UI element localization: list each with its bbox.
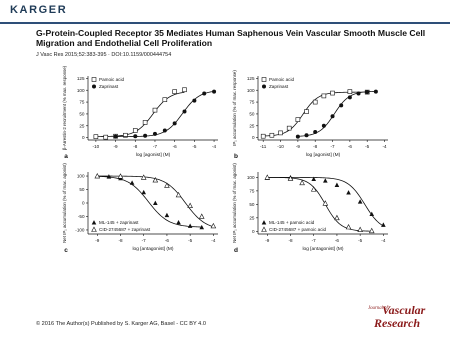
data-point [270,133,274,137]
y-axis-label: Net IP₁ accumulation (% of max. agonist) [62,163,67,243]
data-point [202,92,206,96]
x-tick-label: -8 [118,238,123,243]
data-point [141,190,146,194]
legend-marker [262,85,266,89]
legend-marker [92,78,96,82]
article-title: G-Protein-Coupled Receptor 35 Mediates Human Saphenous Vein Vascular Smooth Muscle Cell Migration and Endothelial Cell Proliferation [36,28,426,48]
x-tick-label: -6 [172,144,177,149]
data-point [348,90,352,94]
y-axis-label: Net IP₁ accumulation (% of max. agonist) [232,163,237,243]
series-curve [263,92,367,136]
x-tick-label: -8 [133,144,138,149]
data-point [358,227,363,231]
x-tick-label: -10 [92,144,100,149]
x-tick-label: -5 [358,238,363,243]
x-tick-label: -8 [313,144,318,149]
data-point [211,224,216,228]
x-tick-label: -8 [288,238,293,243]
data-point [153,201,158,205]
data-point [331,114,335,118]
y-tick-label: -50 [77,214,85,220]
x-tick-label: -5 [192,144,197,149]
legend-marker [262,227,267,231]
y-tick-label: 75 [79,99,85,105]
x-tick-label: -11 [260,144,267,149]
data-point [173,121,177,125]
data-point [313,130,317,134]
y-tick-label: 0 [81,200,85,206]
chart-panel-d [232,163,388,254]
data-point [331,91,335,95]
x-tick-label: -9 [95,238,100,243]
data-point [104,135,108,139]
y-tick-label: 25 [249,215,255,221]
series-curve [298,91,376,136]
x-tick-label: -10 [277,144,284,149]
data-point [188,224,193,228]
data-point [114,135,118,139]
data-point [346,190,351,194]
data-point [296,118,300,122]
x-tick-label: -7 [330,144,335,149]
data-point [130,180,135,184]
data-point [261,134,265,138]
legend-label: ML-145 + pamoic acid [269,220,315,225]
data-point [305,133,309,137]
y-tick-label: 100 [246,174,255,180]
data-point [176,193,181,197]
chart-panel-c [62,163,218,254]
x-tick-label: -7 [141,238,146,243]
x-tick-label: -4 [382,144,387,149]
x-tick-label: -9 [113,144,118,149]
journal-logo-line2: Research [374,316,420,330]
data-point [199,214,204,218]
data-point [133,134,137,138]
y-tick-label: 75 [249,99,255,105]
y-axis-label: IP₁ accumulation (% of max. response) [232,70,237,146]
series-curve [96,92,185,136]
legend-label: CID-2745687 + zaprinast [99,227,151,232]
data-point [143,120,147,124]
x-tick-label: -4 [381,238,386,243]
y-tick-label: 0 [251,228,255,234]
data-point [322,94,326,98]
chart-panel-b [232,70,388,160]
x-axis-label: log [agonist] (M) [135,153,171,158]
data-point [94,135,98,139]
publisher-logo[interactable]: KARGER [10,4,68,16]
data-point [143,134,147,138]
data-point [188,203,193,207]
data-point [300,180,305,184]
chart-panel-a [62,65,218,160]
legend-marker [262,220,267,224]
data-point [335,215,340,219]
data-point [165,183,170,187]
y-tick-label: 0 [81,135,85,141]
legend-label: Pamoic acid [269,77,295,82]
y-tick-label: 125 [246,75,255,81]
data-point [165,213,170,217]
data-point [183,88,187,92]
data-point [346,225,351,229]
x-tick-label: -5 [365,144,370,149]
y-tick-label: 100 [246,87,255,93]
article-citation[interactable]: J Vasc Res 2015;52:383-395 · DOI:10.1159/000444754 [36,52,172,58]
journal-logo-prefix: Journal of [368,306,388,311]
y-tick-label: -100 [75,227,85,233]
data-point [365,90,369,94]
data-point [322,124,326,128]
data-point [163,98,167,102]
x-tick-label: -4 [211,238,216,243]
y-tick-label: 25 [79,123,85,129]
data-point [323,178,328,182]
x-tick-label: -7 [152,144,158,149]
y-tick-label: 50 [249,201,255,207]
y-tick-label: 100 [76,173,85,179]
x-tick-label: -4 [212,144,217,149]
x-tick-label: -9 [265,238,270,243]
legend-marker [92,227,97,231]
legend-marker [92,220,97,224]
data-point [192,99,196,103]
panel-label: a [64,153,68,160]
journal-logo-line1: Vascular [382,303,426,317]
x-axis-label: log [antagonist] (M) [132,247,174,252]
data-point [369,228,374,232]
x-axis-label: log [agonist] (M) [305,153,341,158]
x-tick-label: -5 [188,238,193,243]
legend-marker [262,78,266,82]
data-point [279,131,283,135]
data-point [176,220,181,224]
panel-label: b [234,153,238,160]
y-tick-label: 75 [249,188,255,194]
data-point [287,126,291,130]
x-axis-label: log [antagonist] (M) [302,247,344,252]
legend-marker [92,85,96,89]
legend-label: CID-2745687 + pamoic acid [269,227,327,232]
data-point [335,183,340,187]
data-point [153,108,157,112]
legend-label: Zaprinast [269,84,289,89]
x-tick-label: -9 [295,144,300,149]
data-point [339,103,343,107]
legend-label: ML-145 + zaprinast [99,220,139,225]
data-point [374,90,378,94]
data-point [212,90,216,94]
x-tick-label: -7 [311,238,316,243]
x-tick-label: -6 [334,238,339,243]
legend-label: Zaprinast [99,84,119,89]
x-tick-label: -6 [347,144,352,149]
y-tick-label: 50 [249,111,255,117]
data-point [305,110,309,114]
y-tick-label: 50 [79,187,85,193]
x-tick-label: -6 [164,238,169,243]
data-point [357,92,361,96]
data-point [296,135,300,139]
legend-label: Pamoic acid [99,77,125,82]
y-axis-label: β-Arrestin-2 recruitment (% max. response) [62,65,67,151]
panel-label: d [234,247,238,254]
data-point [313,100,317,104]
data-point [173,90,177,94]
data-point [163,129,167,133]
y-tick-label: 25 [249,123,255,129]
panel-label: c [64,247,68,254]
data-point [348,95,352,99]
y-tick-label: 100 [76,87,85,93]
journal-logo[interactable] [368,304,444,334]
data-point [183,110,187,114]
y-tick-label: 125 [76,75,85,81]
y-tick-label: 0 [251,135,255,141]
copyright-notice: © 2016 The Author(s) Published by S. Karger AG, Basel - CC BY 4.0 [36,321,206,327]
data-point [153,132,157,136]
data-point [133,129,137,133]
y-tick-label: 50 [79,111,85,117]
